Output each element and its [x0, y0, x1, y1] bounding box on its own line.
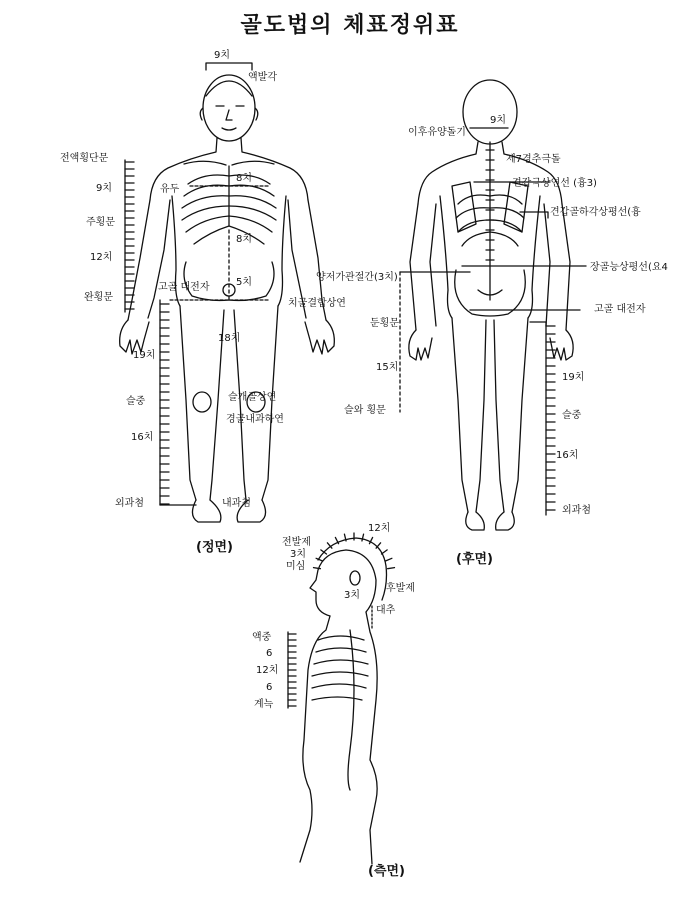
back-lateral-malleolus: 외과첨	[562, 505, 591, 516]
side-span-3-b: 3치	[344, 590, 361, 601]
front-wrist-crease: 완횡문	[84, 292, 113, 303]
side-back-hairline: 후발제	[386, 583, 415, 594]
side-arc-tick	[382, 550, 388, 554]
back-iliac-crest: 장골능상평선(요4	[590, 262, 668, 273]
front-greater-trochanter: 고골 대전자	[158, 282, 210, 293]
back-greater-trochanter: 고골 대전자	[594, 304, 646, 315]
back-thigh-19: 19치	[562, 372, 585, 383]
front-upper-arm-9: 9치	[96, 183, 113, 194]
back-thigh-15: 15치	[376, 362, 399, 373]
front-tibia-medial-condyle: 슬개골상연	[228, 392, 277, 403]
front-thigh-19: 19치	[133, 350, 156, 361]
front-shin-16: 16치	[131, 432, 154, 443]
front-figure	[120, 63, 335, 522]
front-left-ticks-b	[160, 304, 169, 504]
back-c7: 제7경추극돌	[506, 154, 561, 165]
side-axilla: 액중	[252, 632, 272, 643]
front-forearm-12: 12치	[90, 252, 113, 263]
back-scapular-spine: 견갑극상연선 (흉3)	[512, 178, 597, 189]
front-pubic-symphysis: 치골결합상연	[288, 298, 346, 309]
side-eyebrow: 미심	[286, 561, 306, 572]
back-shin-16: 16치	[556, 450, 579, 461]
back-span-9: 9치	[490, 115, 507, 126]
side-figure	[300, 538, 387, 864]
front-chest-8: 8치	[236, 173, 253, 184]
page-title: 골도법의 체표정위표	[240, 13, 460, 38]
side-span-3-a: 3치	[290, 549, 307, 560]
side-top-12: 12치	[368, 523, 391, 534]
back-psis: 양저가관절간(3치)	[316, 272, 398, 283]
front-knee: 슬중	[126, 396, 146, 407]
side-dazhui: 대추	[376, 605, 396, 616]
front-nipple: 유두	[160, 184, 180, 195]
front-lateral-malleolus: 외과첨	[115, 498, 144, 509]
front-left-scale	[125, 160, 196, 505]
side-caption: (측면)	[368, 864, 405, 879]
front-navel-5: 5치	[236, 277, 253, 288]
side-twelve: 12치	[256, 665, 279, 676]
side-six-b: 6	[266, 682, 273, 693]
front-axillary-fold: 전액횡단문	[60, 153, 109, 164]
front-abdomen-8: 8치	[236, 234, 253, 245]
side-rib-end: 계늑	[254, 699, 274, 710]
front-caption: (정면)	[196, 540, 233, 555]
side-left-ticks	[288, 634, 296, 706]
front-hairline-corner: 액발각	[248, 72, 277, 83]
side-six-a: 6	[266, 648, 273, 659]
back-caption: (후면)	[456, 552, 493, 567]
front-tibia-lower: 경골내과하연	[226, 414, 284, 425]
side-arc-tick	[388, 568, 395, 569]
front-top-span: 9치	[214, 50, 231, 61]
front-medial-malleolus: 내과첨	[222, 498, 251, 509]
side-arc-tick	[385, 558, 391, 561]
back-knee: 슬중	[562, 410, 582, 421]
back-gluteal-fold: 둔횡문	[370, 318, 399, 329]
back-popliteal: 슬와 횡문	[344, 405, 386, 416]
side-arc-tick	[362, 534, 364, 541]
back-mastoid: 이후유양돌기	[408, 127, 466, 138]
front-elbow-crease: 주횡문	[86, 217, 115, 228]
side-front-hairline: 전발제	[282, 537, 311, 548]
back-scapular-angle: 견갑골하각상평선(흉	[550, 207, 641, 218]
front-thigh-18: 18치	[218, 333, 241, 344]
back-figure	[400, 80, 586, 530]
front-left-ticks-a	[125, 162, 134, 309]
